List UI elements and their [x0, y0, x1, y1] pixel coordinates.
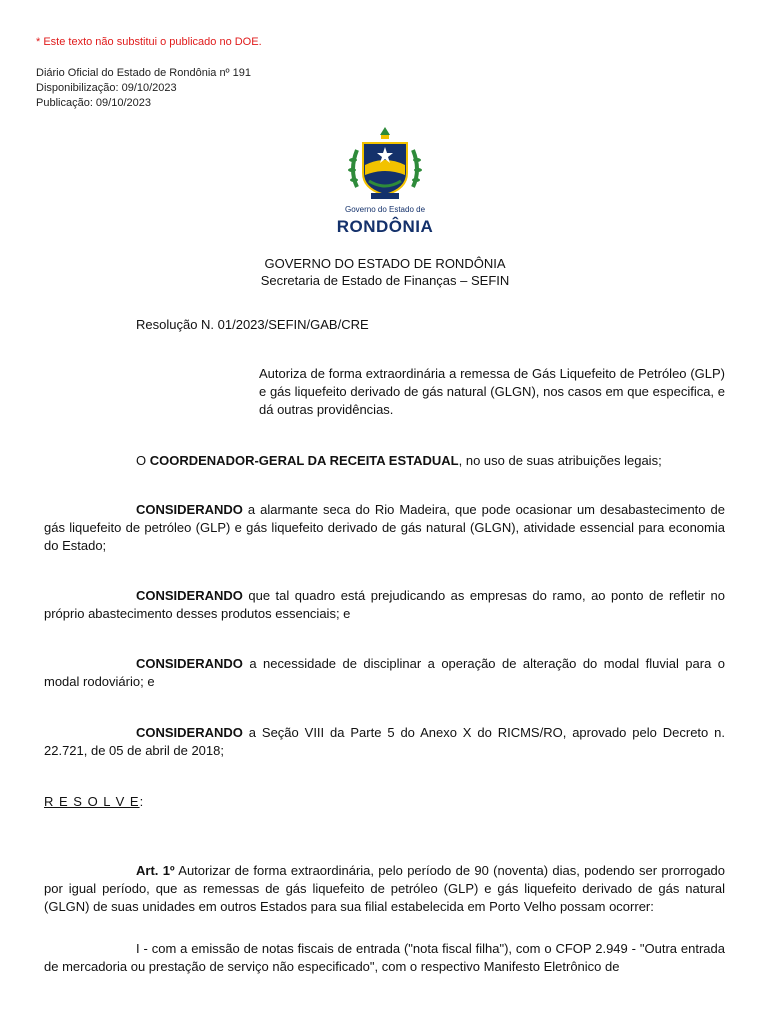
publicacao-line: Publicação: 09/10/2023: [36, 97, 151, 109]
resolve-word: R E S O L V E: [44, 794, 140, 809]
considerando-text: a Seção VIII da Parte 5 do Anexo X do RICMS/RO, aprovado pelo Decreto n. 22.721, de 05 de abril de 2018;: [44, 725, 725, 758]
preamble-paragraph: [44, 452, 725, 470]
diario-line: Diário Oficial do Estado de Rondônia nº 191: [36, 67, 251, 79]
ementa-summary: Autoriza de forma extraordinária a remessa de Gás Liquefeito de Petróleo (GLP) e gás liquefeito derivado de gás natural (GLGN), nos casos em que especifica, e dá outras providências.: [259, 366, 725, 417]
considerando-text: que tal quadro está prejudicando as empresas do ramo, ao ponto de refletir no próprio abastecimento desses produtos essenciais; e: [44, 588, 725, 621]
considerando-paragraph: [44, 501, 725, 555]
considerando-keyword: CONSIDERANDO: [136, 502, 243, 517]
considerando-keyword: CONSIDERANDO: [136, 656, 243, 671]
resolve-heading: [44, 794, 143, 809]
resolve-colon: :: [139, 794, 144, 809]
inciso-text: I - com a emissão de notas fiscais de entrada ("nota fiscal filha"), com o CFOP 2.949 - "Outra entrada de mercadoria ou prestação de serviço não especificado", com o respectivo Manifesto Eletrônico de: [44, 941, 725, 974]
inciso-1-paragraph: [44, 940, 725, 976]
considerando-text: a necessidade de disciplinar a operação de alteração do modal fluvial para o modal rodoviário; e: [44, 656, 725, 689]
government-name: GOVERNO DO ESTADO DE RONDÔNIA: [264, 256, 506, 271]
preamble-prefix: O: [136, 453, 150, 468]
considerando-paragraph: [44, 587, 725, 623]
article-text: Autorizar de forma extraordinária, pelo período de 90 (noventa) dias, podendo ser prorrogado por igual período, que as remessas de gás liquefeito de petróleo (GLP) e gás liquefeito derivado de gás natural (GLGN) de suas unidades em outros Estados para sua filial estabelecida em Porto Velho possam ocorrer:: [44, 863, 726, 914]
coat-of-arms-icon: [335, 125, 435, 205]
logo-title: RONDÔNIA: [336, 217, 434, 236]
disclaimer-note: * Este texto não substitui o publicado no DOE.: [36, 36, 262, 48]
preamble-authority: COORDENADOR-GERAL DA RECEITA ESTADUAL: [149, 453, 459, 468]
government-header: [0, 255, 770, 289]
considerando-paragraph: [44, 655, 725, 691]
logo-subtitle: Governo do Estado de: [344, 205, 426, 214]
article-1-paragraph: [44, 862, 725, 916]
publication-meta: [36, 66, 251, 111]
considerando-paragraph: [44, 724, 725, 760]
secretariat-name: Secretaria de Estado de Finanças – SEFIN: [260, 273, 510, 288]
preamble-suffix: , no uso de suas atribuições legais;: [458, 453, 662, 468]
article-number: Art. 1º: [136, 863, 175, 878]
considerando-keyword: CONSIDERANDO: [136, 725, 243, 740]
rondonia-coat-of-arms-logo: [335, 125, 435, 240]
disponibilizacao-line: Disponibilização: 09/10/2023: [36, 82, 177, 94]
considerando-keyword: CONSIDERANDO: [136, 588, 243, 603]
resolution-title: Resolução N. 01/2023/SEFIN/GAB/CRE: [136, 317, 369, 332]
considerando-text: a alarmante seca do Rio Madeira, que pode ocasionar um desabastecimento de gás liquefeito de petróleo (GLP) e gás liquefeito derivado de gás natural (GLGN), atividade essencial para economia do Estado;: [44, 502, 725, 553]
